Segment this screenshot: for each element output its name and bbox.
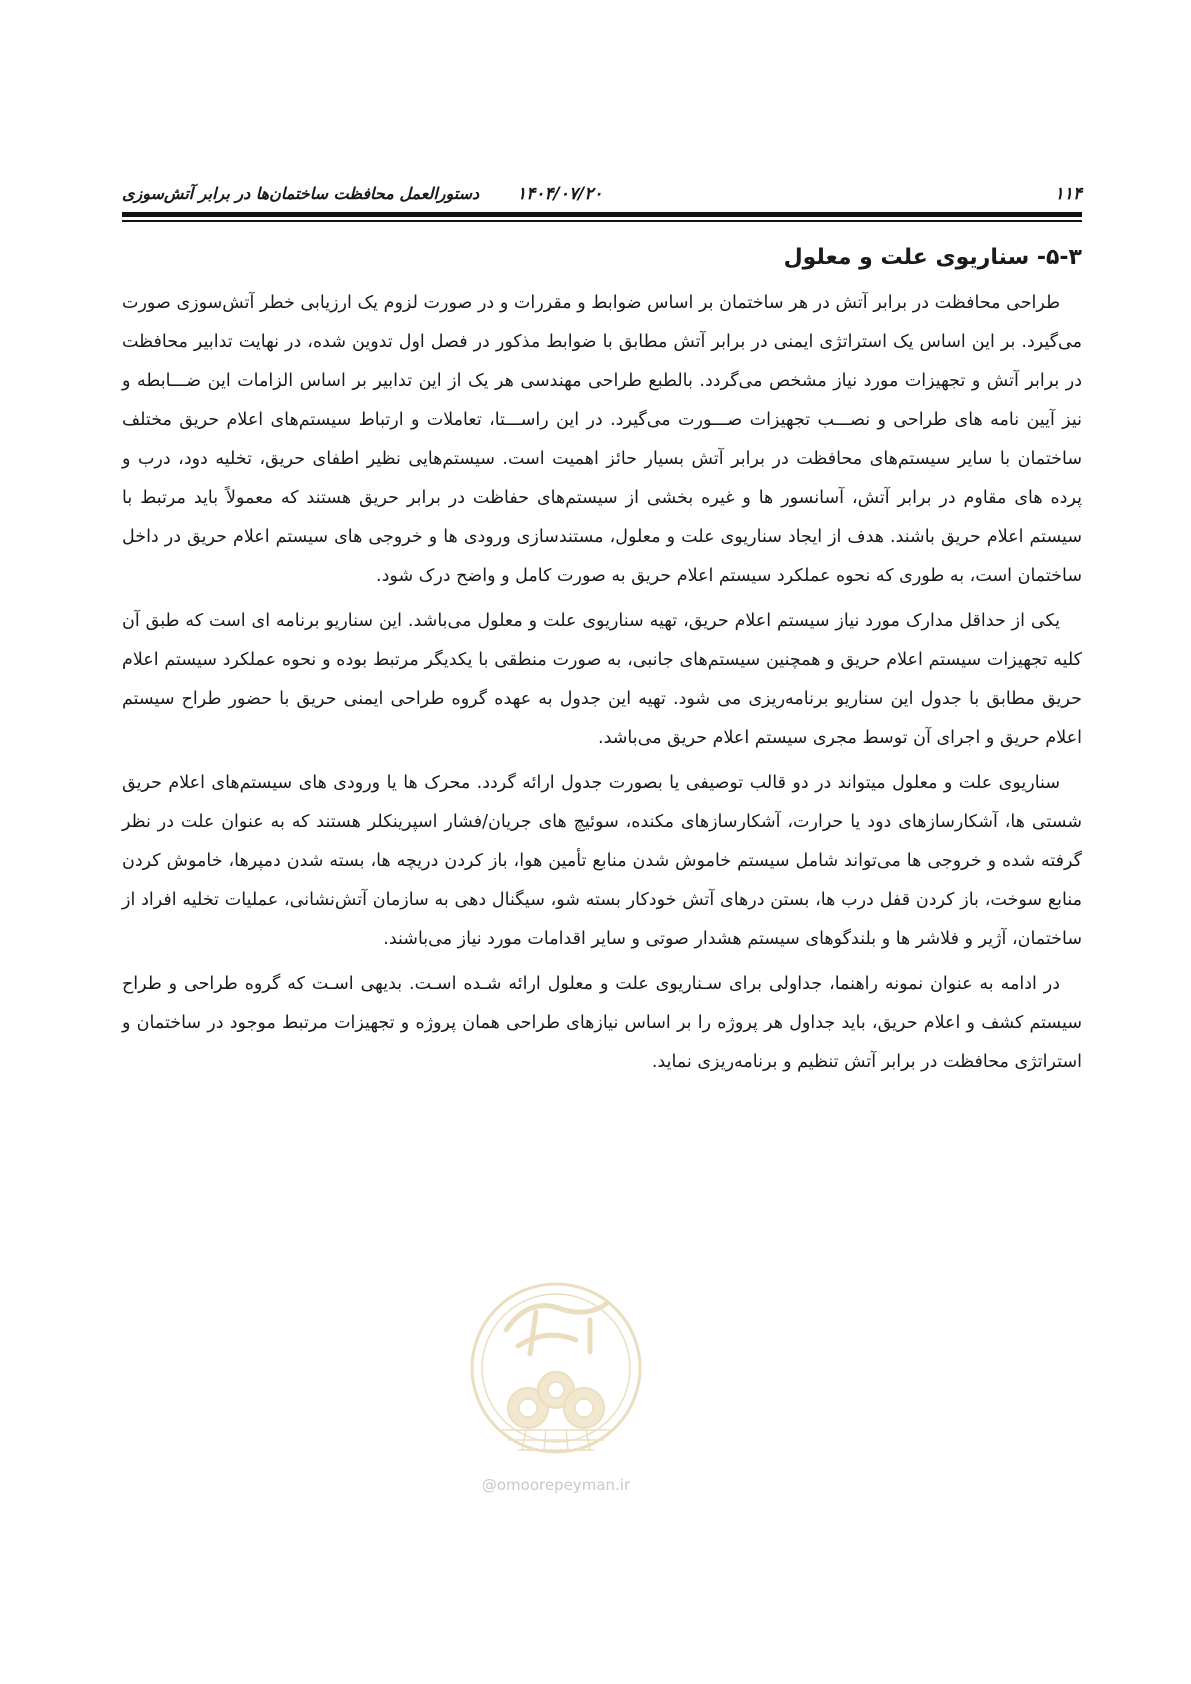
header-rule-thick xyxy=(122,212,1082,217)
page-number: ۱۱۴ xyxy=(1054,184,1082,204)
watermark-website: @omoorepeyman.ir xyxy=(481,1476,631,1494)
paragraph-2: یکی از حداقل مدارک مورد نیاز سیستم اعلام حریق، تهیه سناریوی علت و معلول می‌باشد. این سناریو برنامه ای است که طبق آن کلیه تجهیزات سیستم اعلام حریق و همچنین سیستم‌های جانبی، به صورت منطقی با یکدیگر مرتبط بوده و نحوه عملکرد سیستم اعلام حریق مطابق با جدول این سناریو برنامه‌ریزی می شود. تهیه این جدول به عهده گروه طراحی ایمنی حریق با حضور طراح سیستم اعلام حریق و اجرای آن توسط مجری سیستم اعلام حریق می‌باشد. xyxy=(122,611,1082,748)
paragraph-4: در ادامه به عنوان نمونه راهنما، جداولی برای سـناریوی علت و معلول ارائه شـده اسـت. بدیهی اسـت که گروه طراحی و طراح سیستم کشف و اعلام حریق، باید جداول هر پروژه را بر اساس نیازهای طراحی همان پروژه و تجهیزات مرتبط موجود در ساختمان و استراتژی محافظت در برابر آتش تنظیم و برنامه‌ریزی نماید. xyxy=(122,974,1082,1072)
header-rule-thin xyxy=(122,220,1082,222)
header-date: ۱۴۰۴/۰۷/۲۰ xyxy=(517,184,603,204)
paragraph-1: طراحی محافظت در برابر آتش در هر ساختمان بر اساس ضوابط و مقررات و در صورت لزوم یک ارزیابی خطر آتش‌سوزی صورت می‌گیرد. بر این اساس یک استراتژی ایمنی در برابر آتش مطابق با ضوابط مذکور در فصل اول تدوین شده، در نهایت تدابیر محافظت در برابر آتش و تجهیزات مورد نیاز مشخص می‌گردد. بالطبع طراحی مهندسی هر یک از این تدابیر بر اساس الزامات این ضـــابطه و نیز آیین نامه های طراحی و نصـــب تجهیزات صـــورت می‌گیرد. در این راســـتا، تعاملات و ارتباط سیستم‌های اعلام حریق مختلف ساختمان با سایر سیستم‌های محافظت در برابر آتش بسیار حائز اهمیت است. سیستم‌هایی نظیر اطفای حریق، تخلیه دود، درب و پرده های مقاوم در برابر آتش، آسانسور ها و غیره بخشی از سیستم‌های حفاظت در برابر حریق هستند که معمولاً باید مرتبط با سیستم اعلام حریق باشند. هدف از ایجاد سناریوی علت و معلول، مستندسازی ورودی ها و خروجی های سیستم اعلام حریق در داخل ساختمان است، به طوری که نحوه عملکرد سیستم اعلام حریق به صورت کامل و واضح درک شود. xyxy=(122,293,1082,586)
section-body xyxy=(122,240,1082,1088)
watermark-logo xyxy=(466,1268,646,1468)
header-document-title: دستورالعمل محافظت ساختمان‌ها در برابر آتش‌سوزی xyxy=(122,184,480,203)
page-header xyxy=(122,178,1082,208)
paragraph-3: سناریوی علت و معلول میتواند در دو قالب توصیفی یا بصورت جدول ارائه گردد. محرک ها یا ورودی های سیستم‌های اعلام حریق شستی ها، آشکارسازهای دود یا حرارت، آشکارسازهای مکنده، سوئیچ های جریان/فشار اسپرینکلر هستند که به عنوان علت در نظر گرفته شده و خروجی ها می‌تواند شامل سیستم خاموش شدن منابع تأمین هوا، باز کردن دریچه ها، بسته شدن دمپرها، خاموش کردن منابع سوخت، باز کردن قفل درب ها، بستن درهای آتش خودکار بسته شو، سیگنال دهی به سازمان آتش‌نشانی، عملیات تخلیه افراد از ساختمان، آژیر و فلاشر ها و بلندگوهای سیستم هشدار صوتی و سایر اقدامات مورد نیاز می‌باشند. xyxy=(122,773,1082,949)
section-heading: ۵-۳- سناریوی علت و معلول xyxy=(783,245,1082,270)
